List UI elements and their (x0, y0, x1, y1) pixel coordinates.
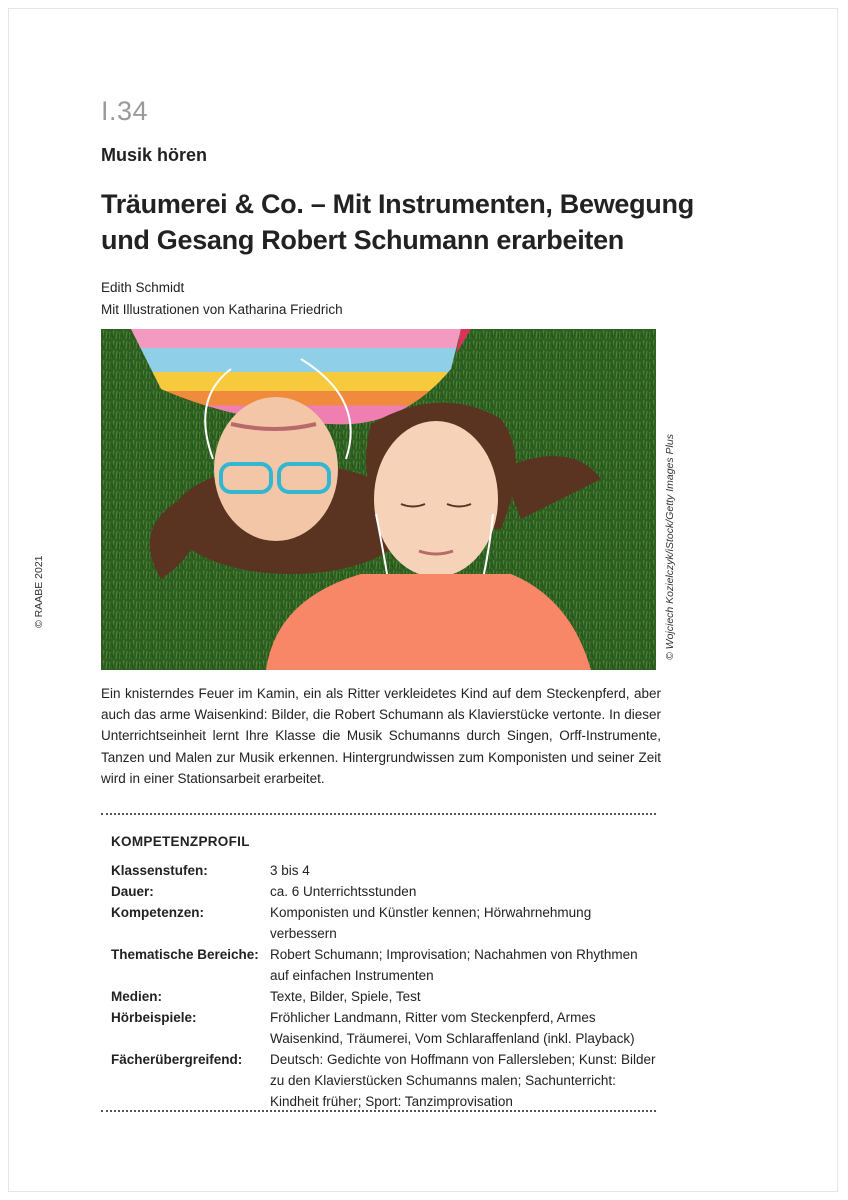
photo-credit: © Wojciech Kozielczyk/iStock/Getty Images Plus (664, 434, 676, 660)
row-label: Klassenstufen: (111, 863, 208, 878)
competence-row (111, 881, 656, 902)
illustrator-credit: Mit Illustrationen von Katharina Friedrich (101, 302, 343, 317)
row-value: Deutsch: Gedichte von Hoffmann von Fallersleben; Kunst: Bilder zu den Klavierstücken Schumanns malen; Sachunterricht: Kindheit früher; Sport: Tanzimprovisation (270, 1052, 656, 1109)
row-label: Fächerübergreifend: (111, 1052, 243, 1067)
competence-table (111, 860, 656, 1112)
competence-row (111, 860, 656, 881)
section-number: I.34 (101, 96, 149, 126)
row-label: Kompetenzen: (111, 905, 205, 920)
row-value: Komponisten und Künstler kennen; Hörwahrnehmung verbessern (270, 905, 592, 941)
divider-bottom (101, 1110, 656, 1112)
intro-paragraph: Ein knisterndes Feuer im Kamin, ein als Ritter verkleidetes Kind auf dem Steckenpferd, aber auch das arme Waisenkind: Bilder, die Robert Schumann als Klavierstücke vertonte. In dieser Unterrichtseinheit lernt Ihre Klasse die Musik Schumanns durch Singen, Orff-Instrumente, Tanzen und Malen zur Musik erkennen. Hintergrundwissen zum Komponisten und seiner Zeit wird in einer Stationsarbeit erarbeitet. (101, 686, 661, 786)
title-line-1: Träumerei & Co. – Mit Instrumenten, Bewegung (101, 189, 694, 219)
competence-row (111, 902, 656, 944)
row-value: Robert Schumann; Improvisation; Nachahmen von Rhythmen auf einfachen Instrumenten (270, 947, 638, 983)
competence-row (111, 1007, 656, 1049)
row-label: Hörbeispiele: (111, 1010, 197, 1025)
competence-row (111, 944, 656, 986)
author: Edith Schmidt (101, 280, 185, 295)
cover-photo (101, 329, 656, 670)
row-value: ca. 6 Unterrichtsstunden (270, 884, 417, 899)
competence-heading: KOMPETENZPROFIL (111, 834, 250, 849)
row-label: Dauer: (111, 884, 154, 899)
copyright-notice: © RAABE 2021 (33, 555, 45, 628)
row-label: Thematische Bereiche: (111, 947, 259, 962)
page-title (101, 186, 701, 258)
title-line-2: und Gesang Robert Schumann erarbeiten (101, 225, 624, 255)
divider-top (101, 813, 656, 815)
section-category: Musik hören (101, 145, 208, 165)
row-value: Texte, Bilder, Spiele, Test (270, 989, 421, 1004)
row-value: 3 bis 4 (270, 863, 310, 878)
row-value: Fröhlicher Landmann, Ritter vom Steckenpferd, Armes Waisenkind, Träumerei, Vom Schlaraffenland (inkl. Playback) (270, 1010, 635, 1046)
competence-row (111, 986, 656, 1007)
row-label: Medien: (111, 989, 163, 1004)
competence-row (111, 1049, 656, 1112)
